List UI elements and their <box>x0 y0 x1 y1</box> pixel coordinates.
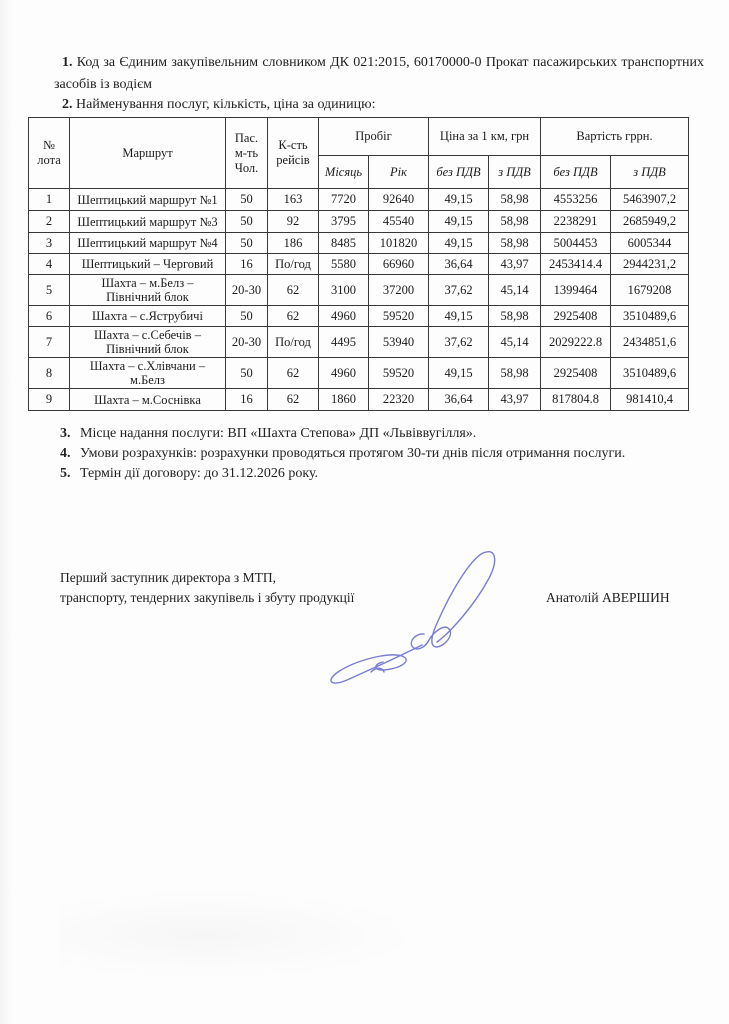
cell-price-with-vat: 58,98 <box>489 189 541 211</box>
cell-month: 4960 <box>319 306 369 327</box>
notes-list <box>60 424 700 484</box>
table-row <box>29 189 689 211</box>
table-header-group-row <box>29 118 689 156</box>
cell-lot: 5 <box>29 275 70 306</box>
cell-capacity: 50 <box>226 211 268 233</box>
cell-year: 53940 <box>369 327 429 358</box>
cell-year: 37200 <box>369 275 429 306</box>
cell-price-with-vat: 45,14 <box>489 327 541 358</box>
cell-price-no-vat: 49,15 <box>429 306 489 327</box>
cell-year: 92640 <box>369 189 429 211</box>
services-table <box>28 117 689 411</box>
signature-name: Анатолій АВЕРШИН <box>546 590 670 605</box>
cell-route: Шептицький маршрут №3 <box>70 211 226 233</box>
cell-month: 4495 <box>319 327 369 358</box>
cell-price-with-vat: 58,98 <box>489 306 541 327</box>
cell-month: 4960 <box>319 358 369 389</box>
header-cost-with-vat: з ПДВ <box>611 156 689 189</box>
table-row <box>29 389 689 411</box>
cell-lot: 7 <box>29 327 70 358</box>
note-text: Термін дії договору: до 31.12.2026 року. <box>80 466 319 481</box>
cell-route: Шептицький маршрут №1 <box>70 189 226 211</box>
cell-month: 1860 <box>319 389 369 411</box>
cell-cost-with-vat: 3510489,6 <box>611 358 689 389</box>
header-mileage: Пробіг <box>319 118 429 156</box>
header-route: Маршрут <box>70 118 226 189</box>
cell-lot: 9 <box>29 389 70 411</box>
header-trips: К-сть рейсів <box>268 118 319 189</box>
intro-item-1-text: Код за Єдиним закупівельним словником ДК 021:2015, 60170000-0 Прокат пасажирських транспортних засобів із водієм <box>54 55 704 92</box>
intro-item-1 <box>54 52 704 95</box>
cell-month: 3795 <box>319 211 369 233</box>
cell-trips: 62 <box>268 306 319 327</box>
table-row <box>29 306 689 327</box>
cell-cost-with-vat: 2944231,2 <box>611 254 689 275</box>
cell-month: 7720 <box>319 189 369 211</box>
header-price: Ціна за 1 км, грн <box>429 118 541 156</box>
cell-trips: 92 <box>268 211 319 233</box>
cell-price-with-vat: 58,98 <box>489 233 541 254</box>
cell-cost-with-vat: 1679208 <box>611 275 689 306</box>
cell-cost-no-vat: 817804.8 <box>541 389 611 411</box>
note-number: 5. <box>60 466 71 481</box>
cell-price-with-vat: 43,97 <box>489 254 541 275</box>
header-month: Місяць <box>319 156 369 189</box>
cell-lot: 3 <box>29 233 70 254</box>
header-cost: Вартість гррн. <box>541 118 689 156</box>
cell-capacity: 16 <box>226 254 268 275</box>
cell-year: 22320 <box>369 389 429 411</box>
cell-route: Шахта – с.Себечів – Північний блок <box>70 327 226 358</box>
cell-capacity: 16 <box>226 389 268 411</box>
signature-role-line2: транспорту, тендерних закупівель і збуту продукції <box>60 589 355 605</box>
cell-cost-no-vat: 2029222.8 <box>541 327 611 358</box>
cell-route: Шахта – м.Соснівка <box>70 389 226 411</box>
cell-capacity: 50 <box>226 306 268 327</box>
cell-trips: 186 <box>268 233 319 254</box>
cell-trips: По/год <box>268 327 319 358</box>
cell-year: 59520 <box>369 358 429 389</box>
cell-month: 5580 <box>319 254 369 275</box>
cell-cost-with-vat: 5463907,2 <box>611 189 689 211</box>
header-capacity: Пас. м-ть Чол. <box>226 118 268 189</box>
cell-cost-with-vat: 2685949,2 <box>611 211 689 233</box>
cell-cost-with-vat: 2434851,6 <box>611 327 689 358</box>
header-lot: № лота <box>29 118 70 189</box>
table-row <box>29 211 689 233</box>
cell-lot: 8 <box>29 358 70 389</box>
cell-price-no-vat: 49,15 <box>429 189 489 211</box>
cell-month: 8485 <box>319 233 369 254</box>
cell-capacity: 20-30 <box>226 327 268 358</box>
cell-year: 66960 <box>369 254 429 275</box>
cell-lot: 1 <box>29 189 70 211</box>
header-cost-no-vat: без ПДВ <box>541 156 611 189</box>
table-row <box>29 358 689 389</box>
table-row <box>29 233 689 254</box>
intro-item-2-text: Найменування послуг, кількість, ціна за одиницю: <box>72 97 376 112</box>
cell-route: Шептицький – Черговий <box>70 254 226 275</box>
cell-capacity: 50 <box>226 358 268 389</box>
header-year: Рік <box>369 156 429 189</box>
header-price-no-vat: без ПДВ <box>429 156 489 189</box>
cell-route: Шептицький маршрут №4 <box>70 233 226 254</box>
note-text: Місце надання послуги: ВП «Шахта Степова» ДП «Львіввугілля». <box>80 426 477 441</box>
cell-lot: 2 <box>29 211 70 233</box>
cell-trips: 163 <box>268 189 319 211</box>
cell-cost-no-vat: 2238291 <box>541 211 611 233</box>
cell-capacity: 50 <box>226 189 268 211</box>
cell-capacity: 20-30 <box>226 275 268 306</box>
cell-trips: 62 <box>268 275 319 306</box>
note-item <box>60 424 700 444</box>
cell-year: 101820 <box>369 233 429 254</box>
note-item <box>60 464 700 484</box>
cell-cost-with-vat: 6005344 <box>611 233 689 254</box>
cell-price-no-vat: 49,15 <box>429 358 489 389</box>
cell-price-no-vat: 37,62 <box>429 327 489 358</box>
intro-item-1-number: 1. <box>62 55 73 70</box>
cell-lot: 6 <box>29 306 70 327</box>
cell-capacity: 50 <box>226 233 268 254</box>
table-row <box>29 275 689 306</box>
note-number: 3. <box>60 426 71 441</box>
cell-trips: 62 <box>268 389 319 411</box>
intro-item-2 <box>54 94 704 116</box>
signature-role-line1: Перший заступник директора з МТП, <box>60 570 276 585</box>
cell-route: Шахта – с.Яструбичі <box>70 306 226 327</box>
note-text: Умови розрахунків: розрахунки проводяться протягом 30-ти днів після отримання послуги. <box>80 446 626 461</box>
cell-cost-no-vat: 4553256 <box>541 189 611 211</box>
cell-lot: 4 <box>29 254 70 275</box>
cell-route: Шахта – м.Белз – Північний блок <box>70 275 226 306</box>
cell-price-no-vat: 37,62 <box>429 275 489 306</box>
cell-cost-no-vat: 2453414.4 <box>541 254 611 275</box>
cell-trips: 62 <box>268 358 319 389</box>
cell-cost-no-vat: 2925408 <box>541 306 611 327</box>
intro-item-2-number: 2. <box>62 97 73 112</box>
header-price-with-vat: з ПДВ <box>489 156 541 189</box>
cell-cost-no-vat: 2925408 <box>541 358 611 389</box>
cell-price-no-vat: 49,15 <box>429 211 489 233</box>
cell-cost-with-vat: 981410,4 <box>611 389 689 411</box>
signature-role <box>60 568 400 607</box>
cell-price-with-vat: 58,98 <box>489 358 541 389</box>
cell-price-no-vat: 49,15 <box>429 233 489 254</box>
cell-price-with-vat: 43,97 <box>489 389 541 411</box>
table-row <box>29 327 689 358</box>
cell-price-with-vat: 58,98 <box>489 211 541 233</box>
cell-trips: По/год <box>268 254 319 275</box>
cell-price-with-vat: 45,14 <box>489 275 541 306</box>
cell-year: 59520 <box>369 306 429 327</box>
cell-cost-no-vat: 1399464 <box>541 275 611 306</box>
note-item <box>60 444 700 464</box>
cell-route: Шахта – с.Хлівчани – м.Белз <box>70 358 226 389</box>
table-row <box>29 254 689 275</box>
cell-cost-with-vat: 3510489,6 <box>611 306 689 327</box>
cell-cost-no-vat: 5004453 <box>541 233 611 254</box>
cell-year: 45540 <box>369 211 429 233</box>
note-number: 4. <box>60 446 71 461</box>
cell-price-no-vat: 36,64 <box>429 389 489 411</box>
cell-month: 3100 <box>319 275 369 306</box>
cell-price-no-vat: 36,64 <box>429 254 489 275</box>
